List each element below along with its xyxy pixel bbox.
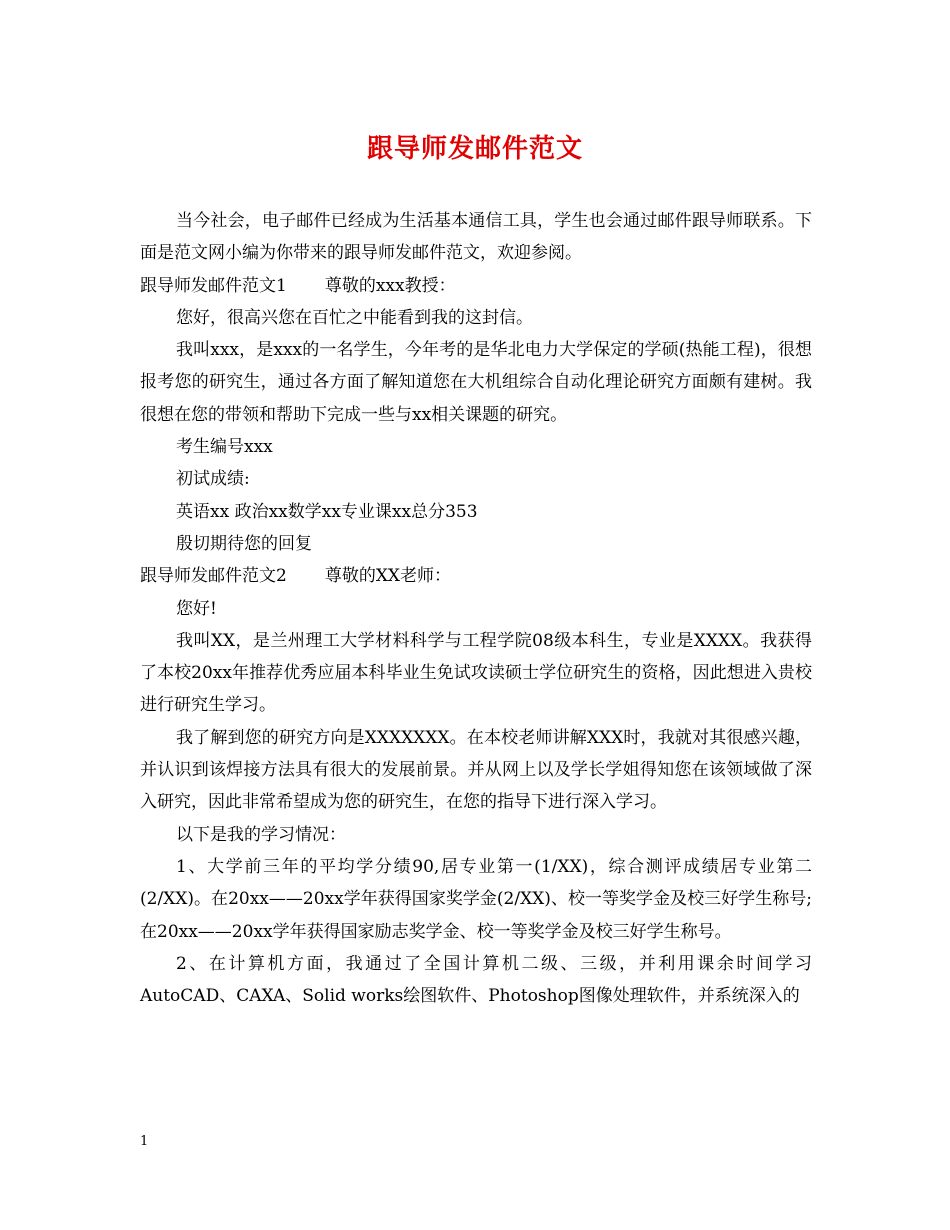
document-body (140, 205, 812, 1012)
sample1-scores: 英语xx 政治xx数学xx专业课xx总分353 (176, 501, 478, 522)
document-title: 跟导师发邮件范文 (366, 134, 583, 164)
sample1-salutation: 尊敬的xxx教授： (324, 275, 456, 296)
sample2-paragraph-1: 我叫XX，是兰州理工大学材料科学与工程学院08级本科生，专业是XXXX。我获得了本校20xx年推荐优秀应届本科毕业生免试攻读硕士学位研究生的资格，因此想进入贵校进行研究生学习。 (140, 630, 812, 716)
sample1-heading: 跟导师发邮件范文1 (140, 275, 287, 296)
sample2-heading-line (140, 560, 812, 592)
sample2-paragraph-5: 2、在计算机方面，我通过了全国计算机二级、三级，并利用课余时间学习AutoCAD、CAXA、Solid works绘图软件、Photoshop图像处理软件，并系统深入的 (140, 953, 812, 1007)
sample1-exam-number: 考生编号xxx (176, 437, 273, 458)
sample1-heading-line (140, 270, 812, 302)
sample2-heading: 跟导师发邮件范文2 (140, 566, 287, 587)
sample2-paragraph-4: 1、大学前三年的平均学分绩90,居专业第一(1/XX)，综合测评成绩居专业第二(2/XX)。在20xx——20xx学年获得国家奖学金(2/XX)、校一等奖学金及校三好学生称号;在20xx——20xx学年获得国家励志奖学金、校一等奖学金及校三好学生称号。 (140, 856, 812, 942)
sample2-salutation: 尊敬的XX老师： (324, 566, 452, 587)
sample2-greeting: 您好! (176, 598, 217, 619)
sample2-paragraph-2: 我了解到您的研究方向是XXXXXXX。在本校老师讲解XXX时，我就对其很感兴趣，并认识到该焊接方法具有很大的发展前景。并从网上以及学长学姐得知您在该领域做了深入研究，因此非常希望成为您的研究生，在您的指导下进行深入学习。 (140, 727, 812, 813)
sample1-closing: 殷切期待您的回复 (176, 533, 312, 554)
page-number: 1 (140, 1134, 149, 1149)
sample1-scores-label: 初试成绩: (176, 469, 250, 490)
sample1-greeting: 您好，很高兴您在百忙之中能看到我的这封信。 (176, 307, 533, 328)
sample2-paragraph-3: 以下是我的学习情况： (176, 824, 346, 845)
intro-paragraph: 当今社会，电子邮件已经成为生活基本通信工具，学生也会通过邮件跟导师联系。下面是范文网小编为你带来的跟导师发邮件范文，欢迎参阅。 (140, 211, 812, 264)
sample1-paragraph-1: 我叫xxx，是xxx的一名学生，今年考的是华北电力大学保定的学硕(热能工程)，很想报考您的研究生，通过各方面了解知道您在大机组综合自动化理论研究方面颇有建树。我很想在您的带领和帮助下完成一些与xx相关课题的研究。 (140, 340, 812, 425)
